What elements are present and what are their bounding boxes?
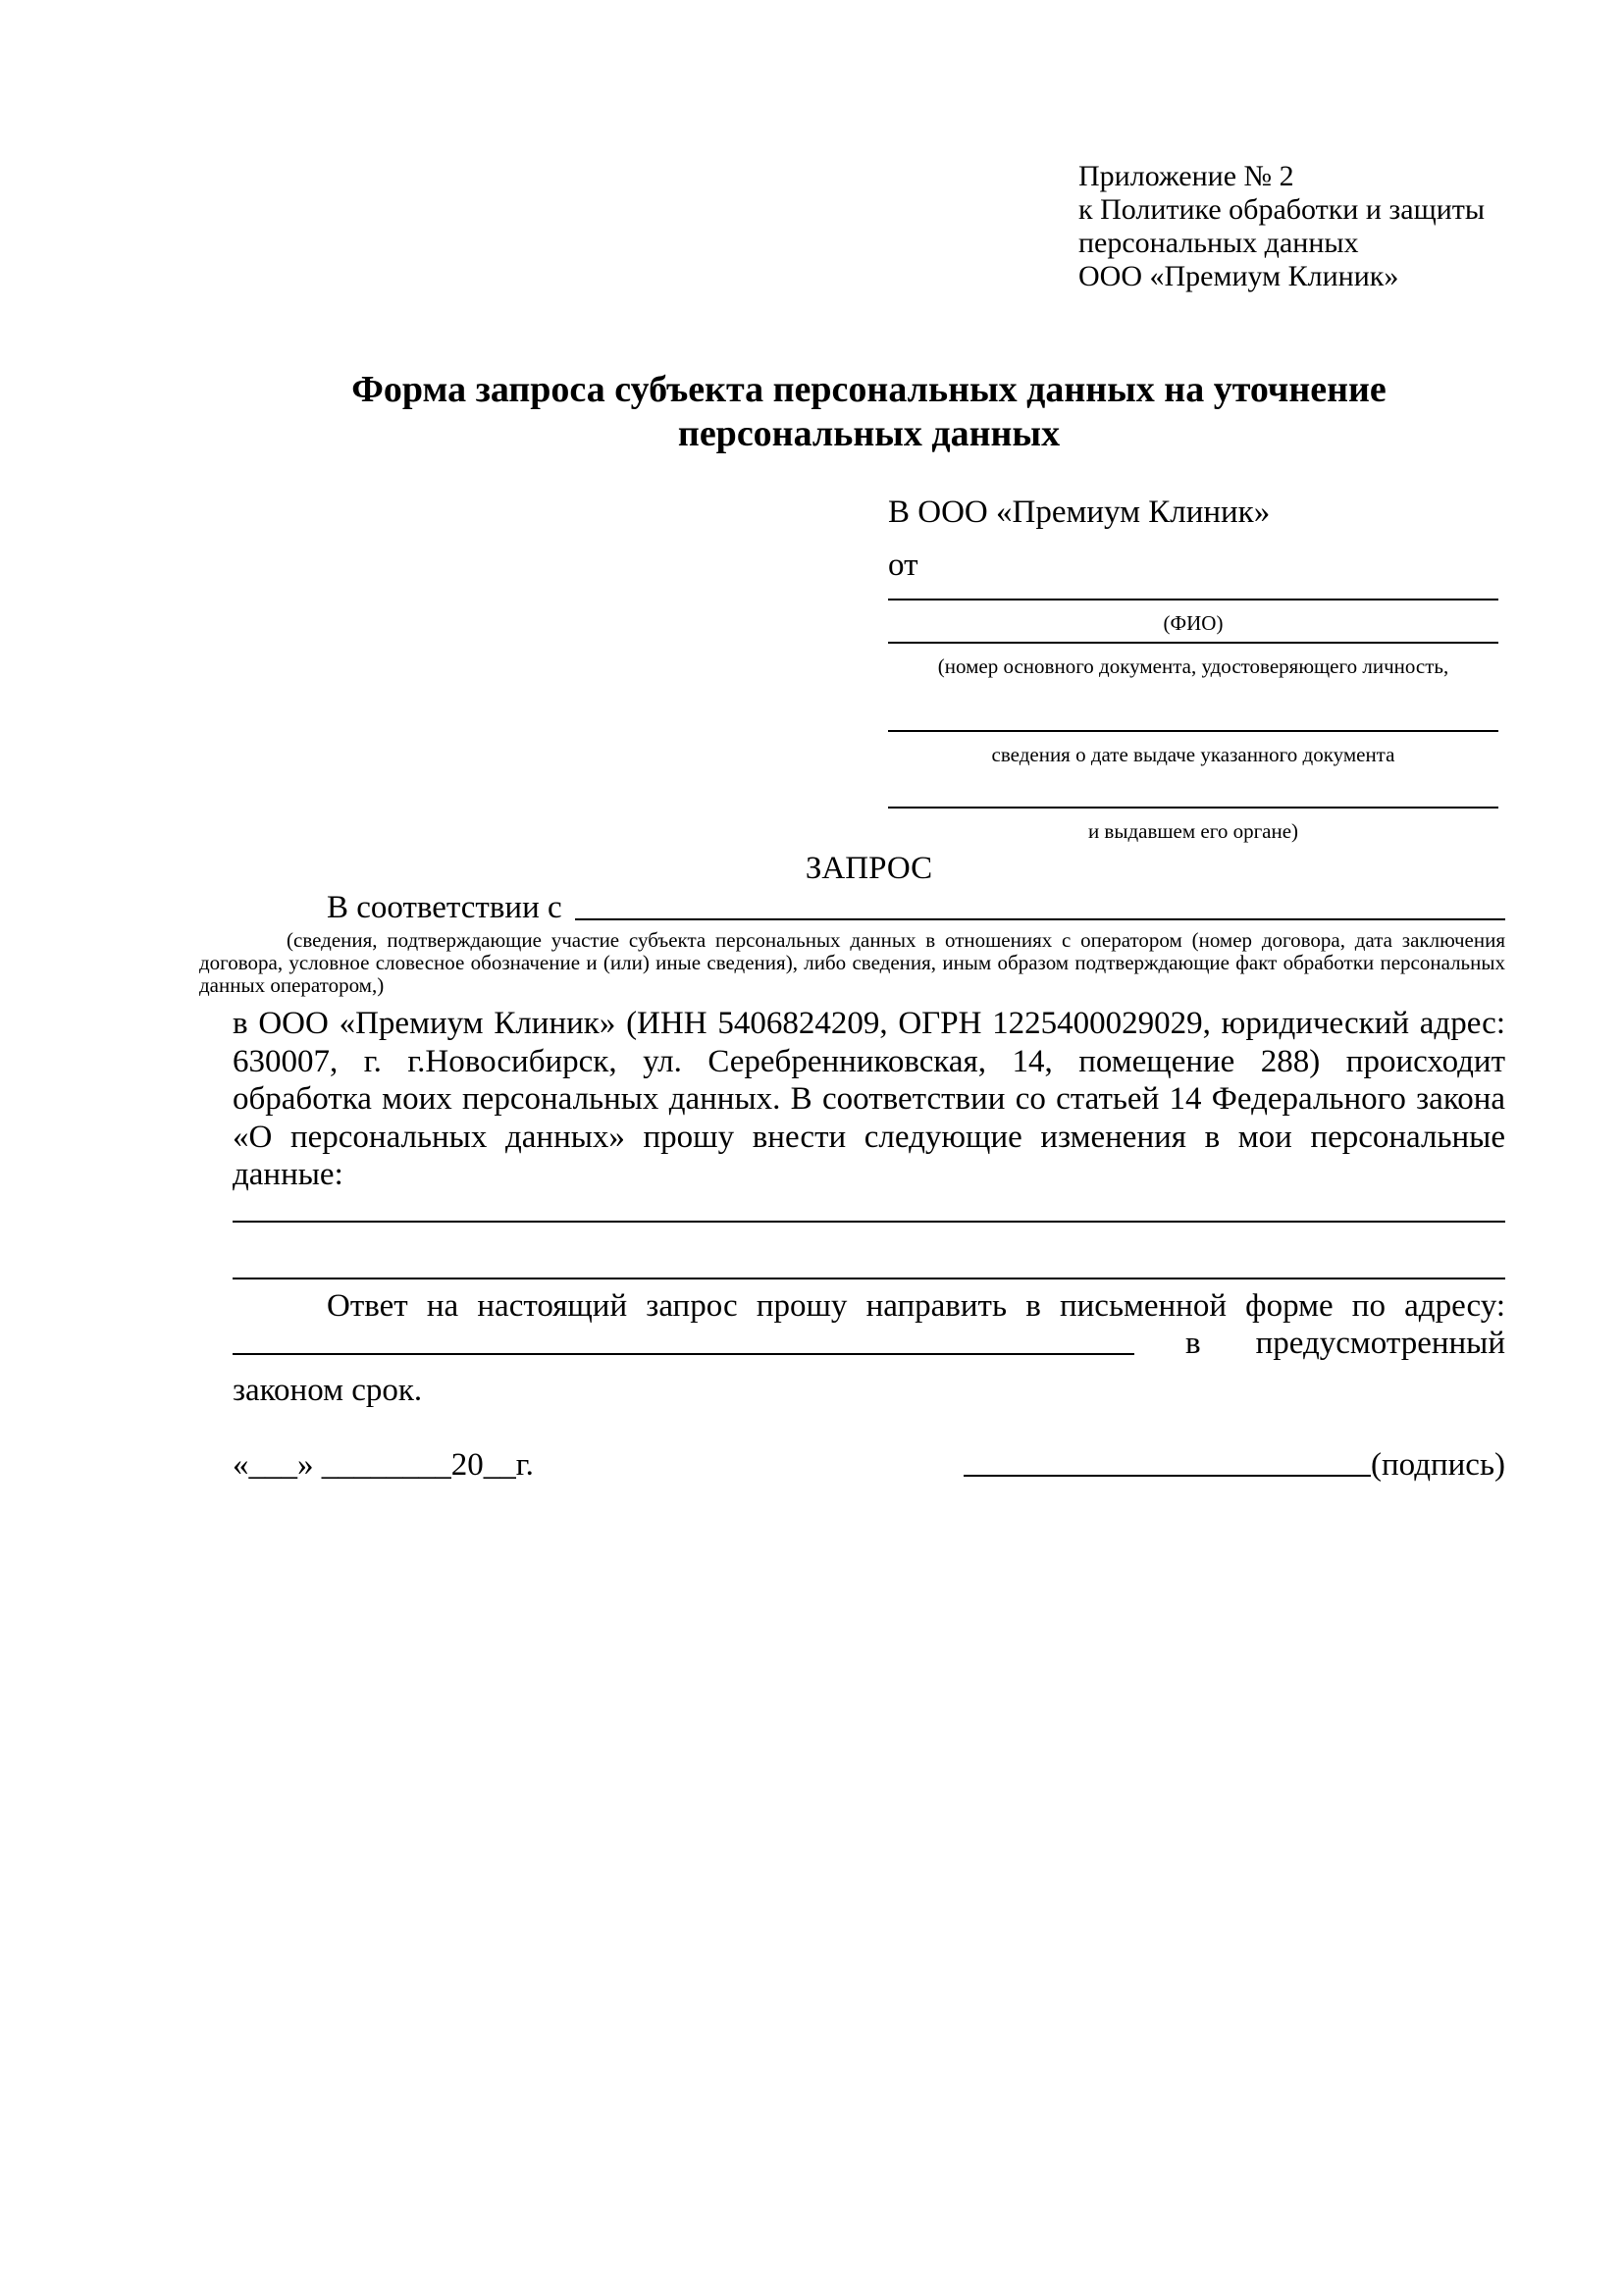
addressee-to: В ООО «Премиум Клиник»	[888, 495, 1271, 530]
accordance-blank-line[interactable]	[575, 918, 1505, 920]
issue-date-blank-line[interactable]	[888, 730, 1498, 732]
fio-blank-line[interactable]	[888, 599, 1498, 600]
appendix-block	[1078, 160, 1505, 293]
date-blank[interactable]: «___» ________20__г.	[233, 1446, 534, 1483]
reply-closing-text: законом срок.	[233, 1372, 423, 1408]
appendix-line: Приложение № 2	[1078, 160, 1294, 192]
document-content	[199, 160, 1505, 1484]
request-heading: ЗАПРОС	[805, 851, 933, 886]
page-title-line: Форма запроса субъекта персональных данных на уточнение	[351, 369, 1387, 410]
body-paragraph: в ООО «Премиум Клиник» (ИНН 5406824209, ОГРН 1225400029029, юридический адрес: 630007, г. г.Новосибирск, ул. Серебренниковская, 14, помещение 288) происходит обработка моих персональных данных. В соответствии со статьей 14 Федерального закона «О персональных данных» прошу внести следующие изменения в мои персональные данные:	[233, 1006, 1505, 1193]
issuing-authority-caption: и выдавшем его органе)	[1087, 819, 1299, 843]
document-number-caption: (номер основного документа, удостоверяющего личность,	[937, 654, 1449, 678]
fio-caption: (ФИО)	[1163, 611, 1224, 635]
addressee-from-label: от	[888, 548, 918, 583]
appendix-line: ООО «Премиум Клиник»	[1078, 260, 1399, 292]
addressee-block	[888, 494, 1498, 843]
document-number-blank-line[interactable]	[888, 642, 1498, 644]
signature-blank-line[interactable]	[964, 1475, 1371, 1477]
changes-blank-line-1[interactable]	[233, 1221, 1505, 1223]
issuing-authority-blank-line[interactable]	[888, 807, 1498, 809]
reply-address-row	[233, 1325, 1505, 1362]
date-signature-row	[233, 1446, 1505, 1484]
issue-date-caption: сведения о дате выдаче указанного документа	[991, 743, 1395, 766]
accordance-row	[233, 887, 1505, 926]
signature-group	[964, 1446, 1505, 1484]
appendix-line: к Политике обработки и защиты	[1078, 193, 1486, 226]
page-title-line: персональных данных	[677, 413, 1061, 454]
signature-caption: (подпись)	[1371, 1446, 1505, 1483]
reply-sentence: Ответ на настоящий запрос прошу направить в письменной форме по адресу:	[327, 1287, 1505, 1324]
reply-word: предусмотренный	[1255, 1325, 1505, 1361]
reply-address-blank-line[interactable]	[233, 1353, 1134, 1355]
page-title	[233, 368, 1505, 456]
changes-blank-line-2[interactable]	[233, 1278, 1505, 1279]
accordance-footnote: (сведения, подтверждающие участие субъекта персональных данных в отношениях с оператором (номер договора, дата заключения договора, условное словесное обозначение и (или) иные сведения), либо сведения, иным образом подтверждающие факт обработки персональных данных оператором,)	[199, 928, 1505, 997]
reply-word: в	[1185, 1325, 1201, 1361]
accordance-lead-text: В соответствии с	[327, 890, 562, 925]
appendix-line: персональных данных	[1078, 227, 1359, 259]
